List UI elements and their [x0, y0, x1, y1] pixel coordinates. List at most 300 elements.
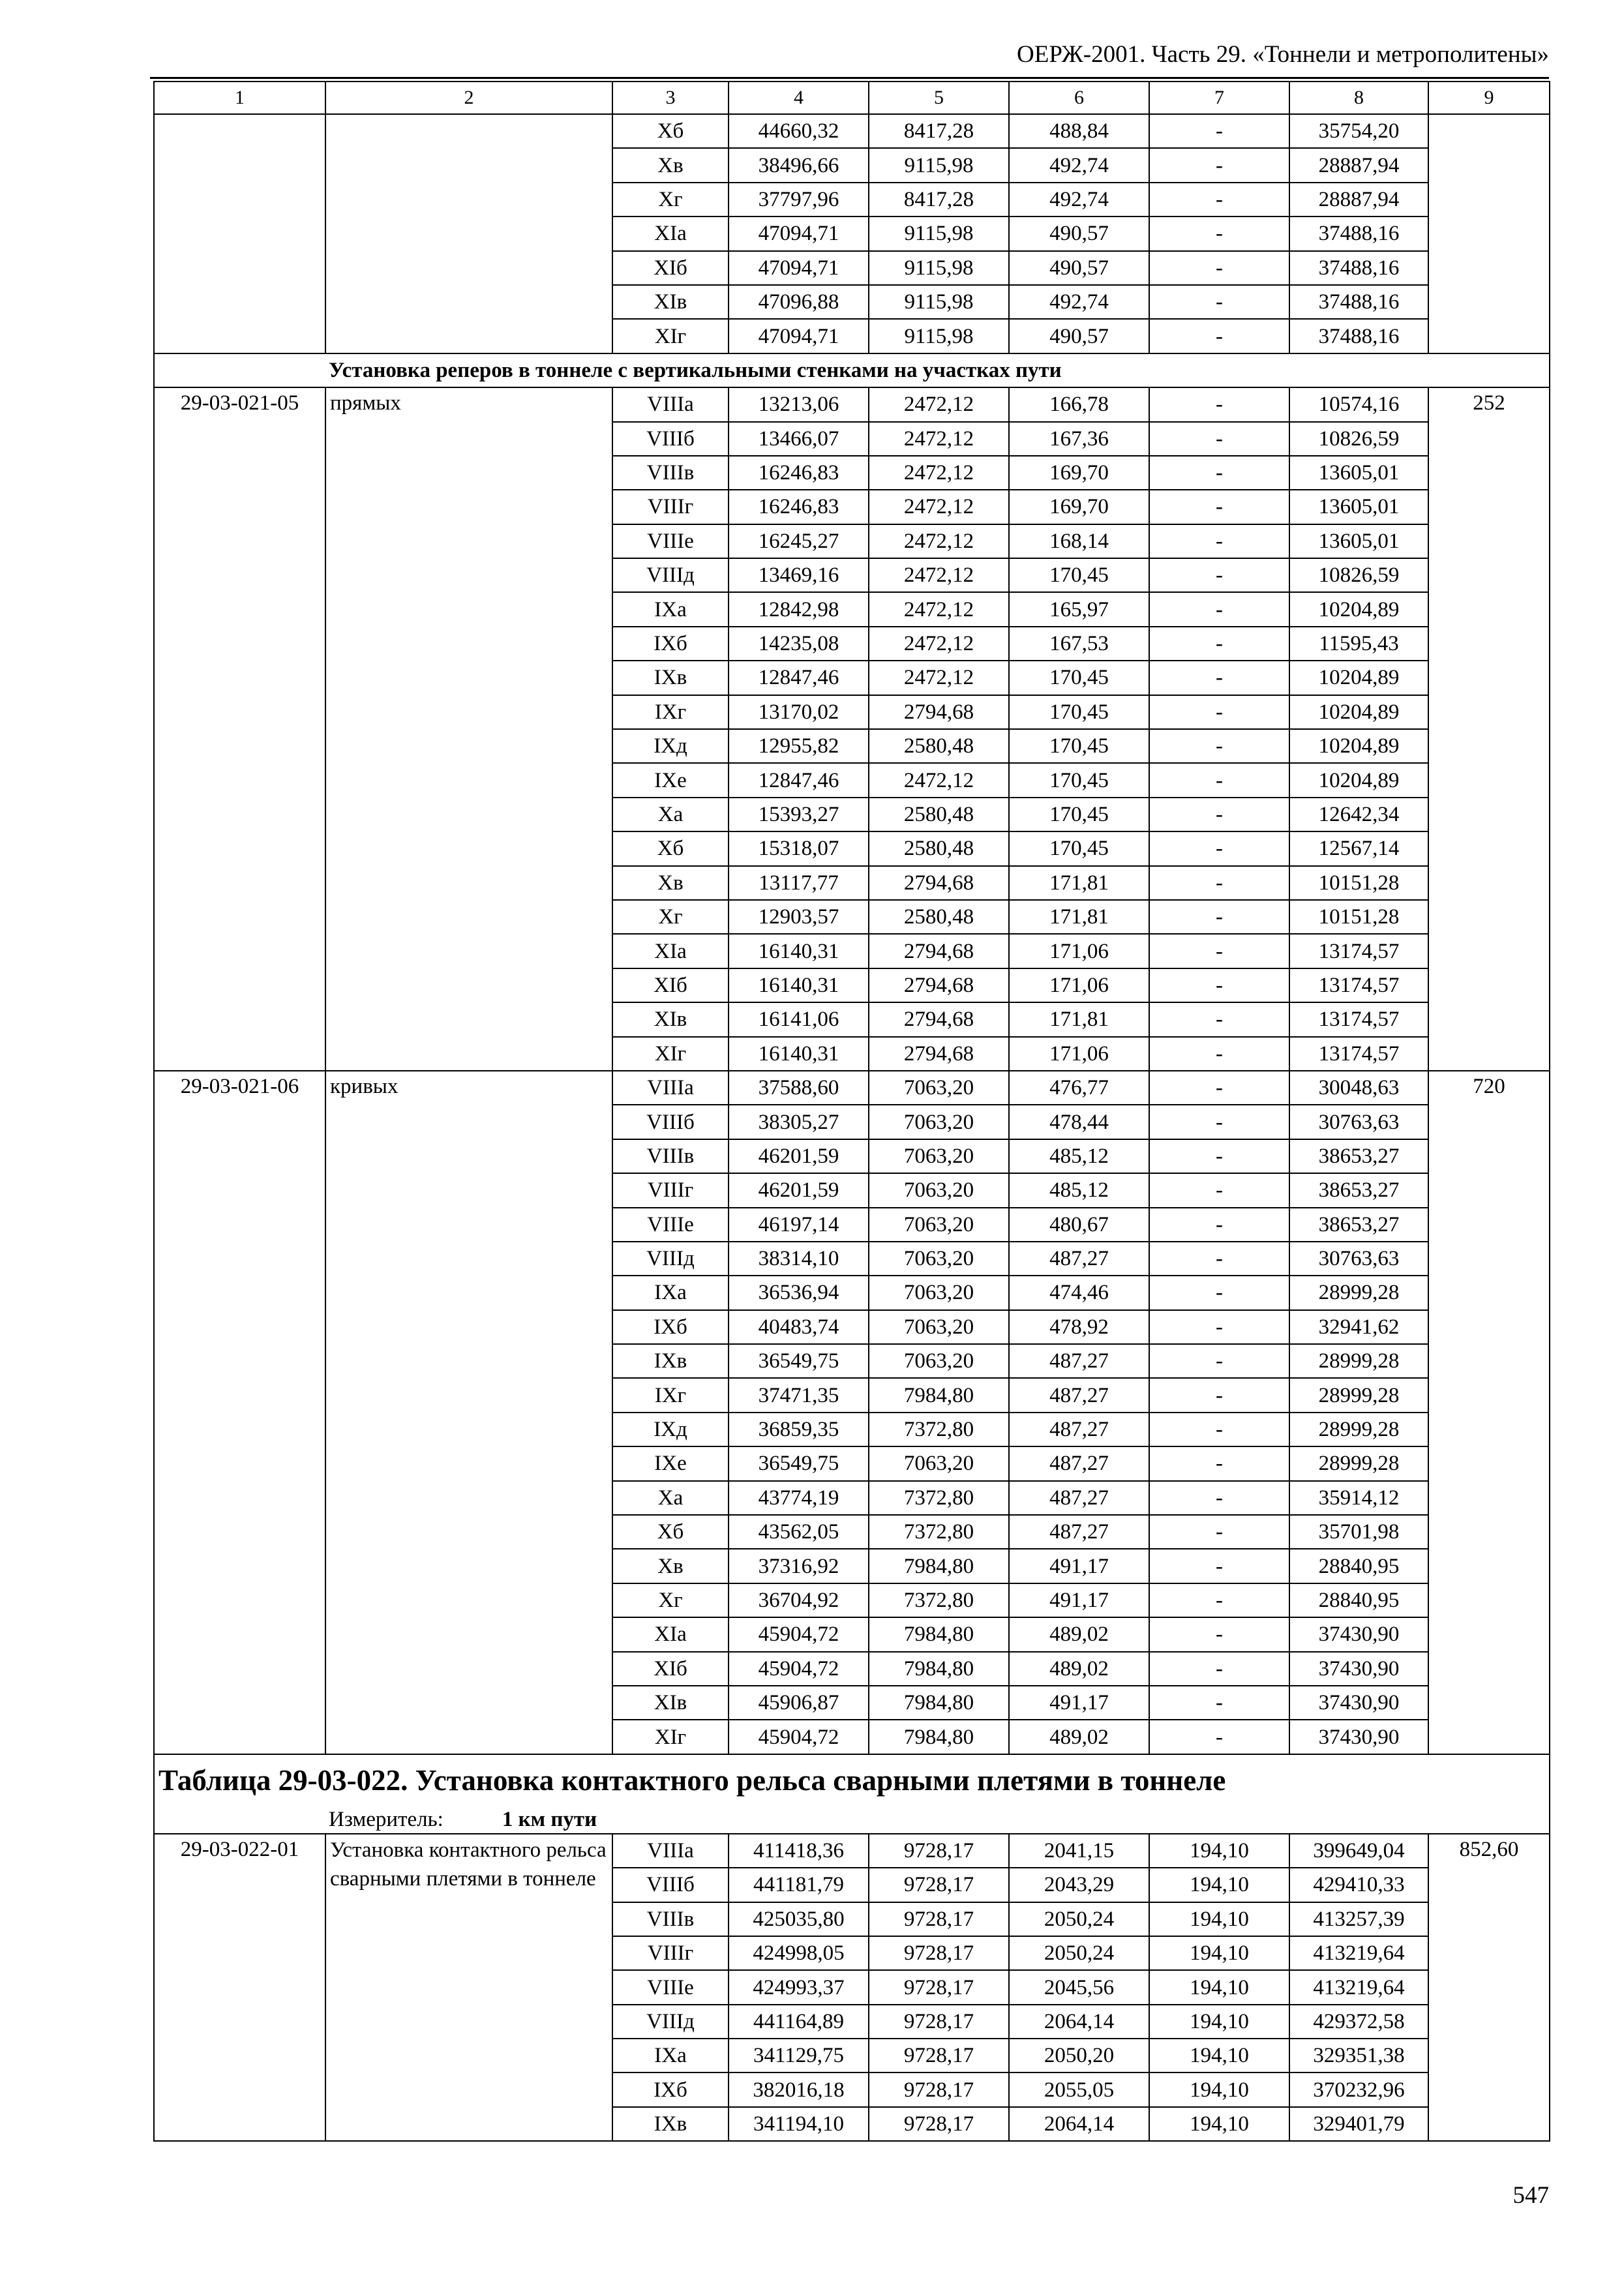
machines-cell: 490,57 — [1009, 251, 1149, 285]
machines-cell: 2043,29 — [1009, 1868, 1149, 1902]
materials-cell: 38653,27 — [1289, 1208, 1428, 1242]
materials-cell: 28999,28 — [1289, 1344, 1428, 1378]
machines-cell: 171,81 — [1009, 866, 1149, 900]
total-cost-cell: 38496,66 — [729, 148, 869, 182]
machines-cell: 491,17 — [1009, 1549, 1149, 1583]
zone-cell: IXб — [612, 2072, 729, 2106]
materials-cell: 12642,34 — [1289, 798, 1428, 831]
zone-cell: IXе — [612, 1446, 729, 1480]
drivers-wages-cell: - — [1149, 422, 1289, 456]
materials-cell: 28840,95 — [1289, 1583, 1428, 1617]
wages-cell: 9115,98 — [869, 285, 1009, 319]
drivers-wages-cell: - — [1149, 1105, 1289, 1139]
zone-cell: IXд — [612, 729, 729, 763]
materials-cell: 28999,28 — [1289, 1276, 1428, 1309]
column-number: 7 — [1149, 82, 1289, 114]
materials-cell: 413219,64 — [1289, 1970, 1428, 2004]
zone-cell: XIа — [612, 217, 729, 250]
rate-code: 29-03-021-06 — [154, 1071, 325, 1754]
zone-cell: XIв — [612, 1686, 729, 1720]
page-number: 547 — [1512, 2182, 1549, 2209]
materials-cell: 13174,57 — [1289, 934, 1428, 968]
materials-cell: 11595,43 — [1289, 627, 1428, 661]
drivers-wages-cell: - — [1149, 1481, 1289, 1515]
column-number: 9 — [1428, 82, 1550, 114]
drivers-wages-cell: 194,10 — [1149, 2072, 1289, 2106]
total-cost-cell: 16246,83 — [729, 456, 869, 490]
materials-cell: 35701,98 — [1289, 1515, 1428, 1549]
total-cost-cell: 47094,71 — [729, 251, 869, 285]
drivers-wages-cell: - — [1149, 1686, 1289, 1720]
wages-cell: 7063,20 — [869, 1276, 1009, 1309]
drivers-wages-cell: 194,10 — [1149, 2005, 1289, 2039]
machines-cell: 492,74 — [1009, 183, 1149, 217]
column-number: 3 — [612, 82, 729, 114]
drivers-wages-cell: - — [1149, 1276, 1289, 1309]
materials-cell: 37430,90 — [1289, 1652, 1428, 1686]
drivers-wages-cell: - — [1149, 763, 1289, 797]
table-row — [154, 387, 1550, 421]
wages-cell: 2472,12 — [869, 558, 1009, 592]
wages-cell: 2794,68 — [869, 695, 1009, 729]
total-cost-cell: 12847,46 — [729, 763, 869, 797]
wages-cell: 9115,98 — [869, 148, 1009, 182]
zone-cell: Xв — [612, 866, 729, 900]
machines-cell: 487,27 — [1009, 1481, 1149, 1515]
drivers-wages-cell: - — [1149, 456, 1289, 490]
materials-cell: 10826,59 — [1289, 422, 1428, 456]
drivers-wages-cell: - — [1149, 1549, 1289, 1583]
total-cost-cell: 15393,27 — [729, 798, 869, 831]
page-header — [150, 39, 1549, 79]
drivers-wages-cell: - — [1149, 831, 1289, 865]
wages-cell: 7984,80 — [869, 1378, 1009, 1412]
machines-cell: 485,12 — [1009, 1139, 1149, 1173]
zone-cell: VIIIб — [612, 1105, 729, 1139]
materials-cell: 10204,89 — [1289, 661, 1428, 695]
materials-cell: 37488,16 — [1289, 285, 1428, 319]
total-cost-cell: 12847,46 — [729, 661, 869, 695]
drivers-wages-cell: - — [1149, 490, 1289, 524]
total-cost-cell: 40483,74 — [729, 1310, 869, 1344]
materials-cell: 28887,94 — [1289, 148, 1428, 182]
materials-cell: 37430,90 — [1289, 1720, 1428, 1754]
zone-cell: IXб — [612, 1310, 729, 1344]
machines-cell: 169,70 — [1009, 490, 1149, 524]
total-cost-cell: 13117,77 — [729, 866, 869, 900]
wages-cell: 9115,98 — [869, 251, 1009, 285]
machines-cell: 492,74 — [1009, 285, 1149, 319]
wages-cell: 9728,17 — [869, 1936, 1009, 1970]
drivers-wages-cell: - — [1149, 1344, 1289, 1378]
wages-cell: 7984,80 — [869, 1549, 1009, 1583]
materials-cell: 28840,95 — [1289, 1549, 1428, 1583]
work-name: Установка контактного рельса сварными плетями в тоннеле — [325, 1834, 612, 2142]
materials-cell: 13605,01 — [1289, 490, 1428, 524]
total-cost-cell: 382016,18 — [729, 2072, 869, 2106]
zone-cell: XIб — [612, 968, 729, 1002]
drivers-wages-cell: - — [1149, 1173, 1289, 1207]
machines-cell: 2064,14 — [1009, 2107, 1149, 2141]
zone-cell: Xб — [612, 1515, 729, 1549]
work-name: прямых — [325, 387, 612, 1071]
total-cost-cell: 47094,71 — [729, 217, 869, 250]
drivers-wages-cell: - — [1149, 1242, 1289, 1276]
materials-cell: 10204,89 — [1289, 592, 1428, 626]
drivers-wages-cell: - — [1149, 524, 1289, 558]
machines-cell: 2041,15 — [1009, 1834, 1149, 1868]
measure-value: 1 км пути — [502, 1807, 597, 1831]
wages-cell: 2794,68 — [869, 968, 1009, 1002]
unit-value: 720 — [1428, 1071, 1550, 1754]
unit-value: 252 — [1428, 387, 1550, 1071]
machines-cell: 168,14 — [1009, 524, 1149, 558]
machines-cell: 487,27 — [1009, 1446, 1149, 1480]
total-cost-cell: 441181,79 — [729, 1868, 869, 1902]
materials-cell: 10204,89 — [1289, 763, 1428, 797]
materials-cell: 329401,79 — [1289, 2107, 1428, 2141]
machines-cell: 170,45 — [1009, 798, 1149, 831]
machines-cell: 474,46 — [1009, 1276, 1149, 1309]
zone-cell: Xа — [612, 798, 729, 831]
drivers-wages-cell: 194,10 — [1149, 2107, 1289, 2141]
zone-cell: VIIIд — [612, 2005, 729, 2039]
wages-cell: 7372,80 — [869, 1413, 1009, 1446]
wages-cell: 9728,17 — [869, 2005, 1009, 2039]
materials-cell: 35754,20 — [1289, 114, 1428, 148]
drivers-wages-cell: - — [1149, 217, 1289, 250]
total-cost-cell: 45904,72 — [729, 1652, 869, 1686]
wages-cell: 8417,28 — [869, 114, 1009, 148]
wages-cell: 2472,12 — [869, 627, 1009, 661]
unit-cell — [1428, 114, 1550, 353]
zone-cell: Xб — [612, 114, 729, 148]
machines-cell: 169,70 — [1009, 456, 1149, 490]
materials-cell: 429410,33 — [1289, 1868, 1428, 1902]
drivers-wages-cell: - — [1149, 661, 1289, 695]
wages-cell: 2580,48 — [869, 831, 1009, 865]
wages-cell: 2580,48 — [869, 900, 1009, 934]
wages-cell: 2472,12 — [869, 763, 1009, 797]
table-row — [154, 114, 1550, 148]
zone-cell: IXв — [612, 1344, 729, 1378]
wages-cell: 7063,20 — [869, 1310, 1009, 1344]
drivers-wages-cell: - — [1149, 627, 1289, 661]
machines-cell: 170,45 — [1009, 729, 1149, 763]
machines-cell: 478,92 — [1009, 1310, 1149, 1344]
table-title: Таблица 29-03-022. Установка контактного рельса сварными плетями в тоннеле — [154, 1754, 1550, 1806]
zone-cell: VIIIе — [612, 1208, 729, 1242]
total-cost-cell: 424993,37 — [729, 1970, 869, 2004]
machines-cell: 170,45 — [1009, 661, 1149, 695]
machines-cell: 167,53 — [1009, 627, 1149, 661]
wages-cell: 8417,28 — [869, 183, 1009, 217]
machines-cell: 491,17 — [1009, 1583, 1149, 1617]
materials-cell: 413257,39 — [1289, 1902, 1428, 1936]
total-cost-cell: 47094,71 — [729, 319, 869, 353]
materials-cell: 399649,04 — [1289, 1834, 1428, 1868]
drivers-wages-cell: - — [1149, 114, 1289, 148]
total-cost-cell: 12955,82 — [729, 729, 869, 763]
zone-cell: XIа — [612, 934, 729, 968]
total-cost-cell: 37797,96 — [729, 183, 869, 217]
materials-cell: 35914,12 — [1289, 1481, 1428, 1515]
materials-cell: 13605,01 — [1289, 524, 1428, 558]
total-cost-cell: 16246,83 — [729, 490, 869, 524]
zone-cell: VIIIд — [612, 558, 729, 592]
wages-cell: 2472,12 — [869, 524, 1009, 558]
materials-cell: 30763,63 — [1289, 1242, 1428, 1276]
zone-cell: Xг — [612, 183, 729, 217]
zone-cell: XIг — [612, 319, 729, 353]
zone-cell: XIг — [612, 1037, 729, 1071]
total-cost-cell: 341129,75 — [729, 2039, 869, 2072]
rate-code: 29-03-021-05 — [154, 387, 325, 1071]
machines-cell: 2045,56 — [1009, 1970, 1149, 2004]
machines-cell: 489,02 — [1009, 1652, 1149, 1686]
drivers-wages-cell: 194,10 — [1149, 1868, 1289, 1902]
materials-cell: 37430,90 — [1289, 1617, 1428, 1651]
total-cost-cell: 47096,88 — [729, 285, 869, 319]
wages-cell: 9728,17 — [869, 1902, 1009, 1936]
materials-cell: 10151,28 — [1289, 900, 1428, 934]
zone-cell: IXб — [612, 627, 729, 661]
zone-cell: VIIIа — [612, 387, 729, 421]
wages-cell: 2472,12 — [869, 387, 1009, 421]
total-cost-cell: 44660,32 — [729, 114, 869, 148]
total-cost-cell: 16140,31 — [729, 968, 869, 1002]
zone-cell: XIв — [612, 285, 729, 319]
column-number-row — [154, 82, 1550, 114]
drivers-wages-cell: - — [1149, 866, 1289, 900]
wages-cell: 7063,20 — [869, 1242, 1009, 1276]
drivers-wages-cell: - — [1149, 1617, 1289, 1651]
zone-cell: IXе — [612, 763, 729, 797]
drivers-wages-cell: - — [1149, 1139, 1289, 1173]
wages-cell: 9728,17 — [869, 1834, 1009, 1868]
machines-cell: 167,36 — [1009, 422, 1149, 456]
zone-cell: IXа — [612, 2039, 729, 2072]
drivers-wages-cell: - — [1149, 900, 1289, 934]
materials-cell: 37488,16 — [1289, 251, 1428, 285]
materials-cell: 37488,16 — [1289, 319, 1428, 353]
drivers-wages-cell: - — [1149, 1071, 1289, 1105]
zone-cell: IXв — [612, 2107, 729, 2141]
machines-cell: 487,27 — [1009, 1378, 1149, 1412]
machines-cell: 170,45 — [1009, 558, 1149, 592]
wages-cell: 7063,20 — [869, 1173, 1009, 1207]
drivers-wages-cell: - — [1149, 1037, 1289, 1071]
total-cost-cell: 43774,19 — [729, 1481, 869, 1515]
zone-cell: XIв — [612, 1002, 729, 1036]
wages-cell: 2472,12 — [869, 422, 1009, 456]
wages-cell: 7984,80 — [869, 1720, 1009, 1754]
materials-cell: 10204,89 — [1289, 729, 1428, 763]
zone-cell: VIIIг — [612, 490, 729, 524]
total-cost-cell: 37471,35 — [729, 1378, 869, 1412]
total-cost-cell: 12842,98 — [729, 592, 869, 626]
drivers-wages-cell: - — [1149, 148, 1289, 182]
machines-cell: 171,81 — [1009, 900, 1149, 934]
wages-cell: 2794,68 — [869, 1037, 1009, 1071]
total-cost-cell: 12903,57 — [729, 900, 869, 934]
total-cost-cell: 45906,87 — [729, 1686, 869, 1720]
work-name: кривых — [325, 1071, 612, 1754]
column-number: 8 — [1289, 82, 1428, 114]
drivers-wages-cell: 194,10 — [1149, 1936, 1289, 1970]
materials-cell: 37430,90 — [1289, 1686, 1428, 1720]
materials-cell: 28999,28 — [1289, 1378, 1428, 1412]
zone-cell: Xв — [612, 148, 729, 182]
materials-cell: 38653,27 — [1289, 1139, 1428, 1173]
zone-cell: VIIIе — [612, 1970, 729, 2004]
total-cost-cell: 37316,92 — [729, 1549, 869, 1583]
unit-value: 852,60 — [1428, 1834, 1550, 2142]
zone-cell: IXв — [612, 661, 729, 695]
rates-table — [153, 81, 1550, 2142]
machines-cell: 478,44 — [1009, 1105, 1149, 1139]
wages-cell: 7372,80 — [869, 1583, 1009, 1617]
materials-cell: 370232,96 — [1289, 2072, 1428, 2106]
table-row — [154, 1071, 1550, 1105]
zone-cell: Xг — [612, 1583, 729, 1617]
machines-cell: 165,97 — [1009, 592, 1149, 626]
zone-cell: Xг — [612, 900, 729, 934]
drivers-wages-cell: 194,10 — [1149, 1902, 1289, 1936]
table-row — [154, 1834, 1550, 1868]
name-cell — [325, 114, 612, 353]
wages-cell: 2580,48 — [869, 798, 1009, 831]
drivers-wages-cell: - — [1149, 251, 1289, 285]
materials-cell: 13605,01 — [1289, 456, 1428, 490]
zone-cell: VIIIб — [612, 422, 729, 456]
machines-cell: 490,57 — [1009, 217, 1149, 250]
total-cost-cell: 38314,10 — [729, 1242, 869, 1276]
zone-cell: VIIIб — [612, 1868, 729, 1902]
wages-cell: 9115,98 — [869, 217, 1009, 250]
total-cost-cell: 13213,06 — [729, 387, 869, 421]
total-cost-cell: 43562,05 — [729, 1515, 869, 1549]
total-cost-cell: 45904,72 — [729, 1720, 869, 1754]
wages-cell: 9728,17 — [869, 1868, 1009, 1902]
drivers-wages-cell: - — [1149, 1378, 1289, 1412]
machines-cell: 489,02 — [1009, 1617, 1149, 1651]
zone-cell: XIг — [612, 1720, 729, 1754]
total-cost-cell: 13466,07 — [729, 422, 869, 456]
total-cost-cell: 16141,06 — [729, 1002, 869, 1036]
total-cost-cell: 36549,75 — [729, 1446, 869, 1480]
total-cost-cell: 425035,80 — [729, 1902, 869, 1936]
total-cost-cell: 13469,16 — [729, 558, 869, 592]
zone-cell: IXа — [612, 592, 729, 626]
total-cost-cell: 46201,59 — [729, 1173, 869, 1207]
machines-cell: 170,45 — [1009, 695, 1149, 729]
wages-cell: 2472,12 — [869, 592, 1009, 626]
wages-cell: 9115,98 — [869, 319, 1009, 353]
materials-cell: 13174,57 — [1289, 1002, 1428, 1036]
rate-code: 29-03-022-01 — [154, 1834, 325, 2142]
wages-cell: 2472,12 — [869, 456, 1009, 490]
total-cost-cell: 14235,08 — [729, 627, 869, 661]
wages-cell: 2794,68 — [869, 866, 1009, 900]
materials-cell: 10204,89 — [1289, 695, 1428, 729]
drivers-wages-cell: - — [1149, 934, 1289, 968]
machines-cell: 476,77 — [1009, 1071, 1149, 1105]
wages-cell: 2580,48 — [869, 729, 1009, 763]
wages-cell: 7063,20 — [869, 1344, 1009, 1378]
zone-cell: VIIIв — [612, 456, 729, 490]
wages-cell: 7372,80 — [869, 1515, 1009, 1549]
total-cost-cell: 13170,02 — [729, 695, 869, 729]
measure-cell — [154, 1806, 1550, 1834]
wages-cell: 7984,80 — [869, 1652, 1009, 1686]
wages-cell: 2794,68 — [869, 1002, 1009, 1036]
total-cost-cell: 16245,27 — [729, 524, 869, 558]
machines-cell: 171,06 — [1009, 1037, 1149, 1071]
materials-cell: 12567,14 — [1289, 831, 1428, 865]
drivers-wages-cell: 194,10 — [1149, 2039, 1289, 2072]
total-cost-cell: 411418,36 — [729, 1834, 869, 1868]
materials-cell: 413219,64 — [1289, 1936, 1428, 1970]
machines-cell: 489,02 — [1009, 1720, 1149, 1754]
drivers-wages-cell: - — [1149, 798, 1289, 831]
total-cost-cell: 16140,31 — [729, 1037, 869, 1071]
machines-cell: 480,67 — [1009, 1208, 1149, 1242]
materials-cell: 38653,27 — [1289, 1173, 1428, 1207]
materials-cell: 37488,16 — [1289, 217, 1428, 250]
total-cost-cell: 45904,72 — [729, 1617, 869, 1651]
machines-cell: 171,06 — [1009, 934, 1149, 968]
drivers-wages-cell: - — [1149, 1413, 1289, 1446]
page-header-title: ОЕРЖ-2001. Часть 29. «Тоннели и метрополитены» — [1017, 41, 1549, 68]
zone-cell: Xв — [612, 1549, 729, 1583]
machines-cell: 170,45 — [1009, 831, 1149, 865]
drivers-wages-cell: - — [1149, 729, 1289, 763]
code-cell — [154, 114, 325, 353]
drivers-wages-cell: - — [1149, 1583, 1289, 1617]
total-cost-cell: 16140,31 — [729, 934, 869, 968]
wages-cell: 7984,80 — [869, 1617, 1009, 1651]
machines-cell: 492,74 — [1009, 148, 1149, 182]
zone-cell: VIIIа — [612, 1071, 729, 1105]
total-cost-cell: 36704,92 — [729, 1583, 869, 1617]
machines-cell: 170,45 — [1009, 763, 1149, 797]
zone-cell: IXг — [612, 695, 729, 729]
wages-cell: 7063,20 — [869, 1139, 1009, 1173]
wages-cell: 7063,20 — [869, 1208, 1009, 1242]
wages-cell: 7063,20 — [869, 1446, 1009, 1480]
zone-cell: IXа — [612, 1276, 729, 1309]
section-heading-row — [154, 353, 1550, 387]
drivers-wages-cell: - — [1149, 1208, 1289, 1242]
total-cost-cell: 424998,05 — [729, 1936, 869, 1970]
total-cost-cell: 36549,75 — [729, 1344, 869, 1378]
wages-cell: 2472,12 — [869, 661, 1009, 695]
machines-cell: 488,84 — [1009, 114, 1149, 148]
rates-table-body — [154, 82, 1550, 2141]
total-cost-cell: 38305,27 — [729, 1105, 869, 1139]
zone-cell: VIIIа — [612, 1834, 729, 1868]
drivers-wages-cell: 194,10 — [1149, 1970, 1289, 2004]
column-number: 5 — [869, 82, 1009, 114]
zone-cell: IXд — [612, 1413, 729, 1446]
drivers-wages-cell: - — [1149, 387, 1289, 421]
machines-cell: 491,17 — [1009, 1686, 1149, 1720]
zone-cell: Xа — [612, 1481, 729, 1515]
zone-cell: Xб — [612, 831, 729, 865]
column-number: 1 — [154, 82, 325, 114]
zone-cell: XIб — [612, 1652, 729, 1686]
